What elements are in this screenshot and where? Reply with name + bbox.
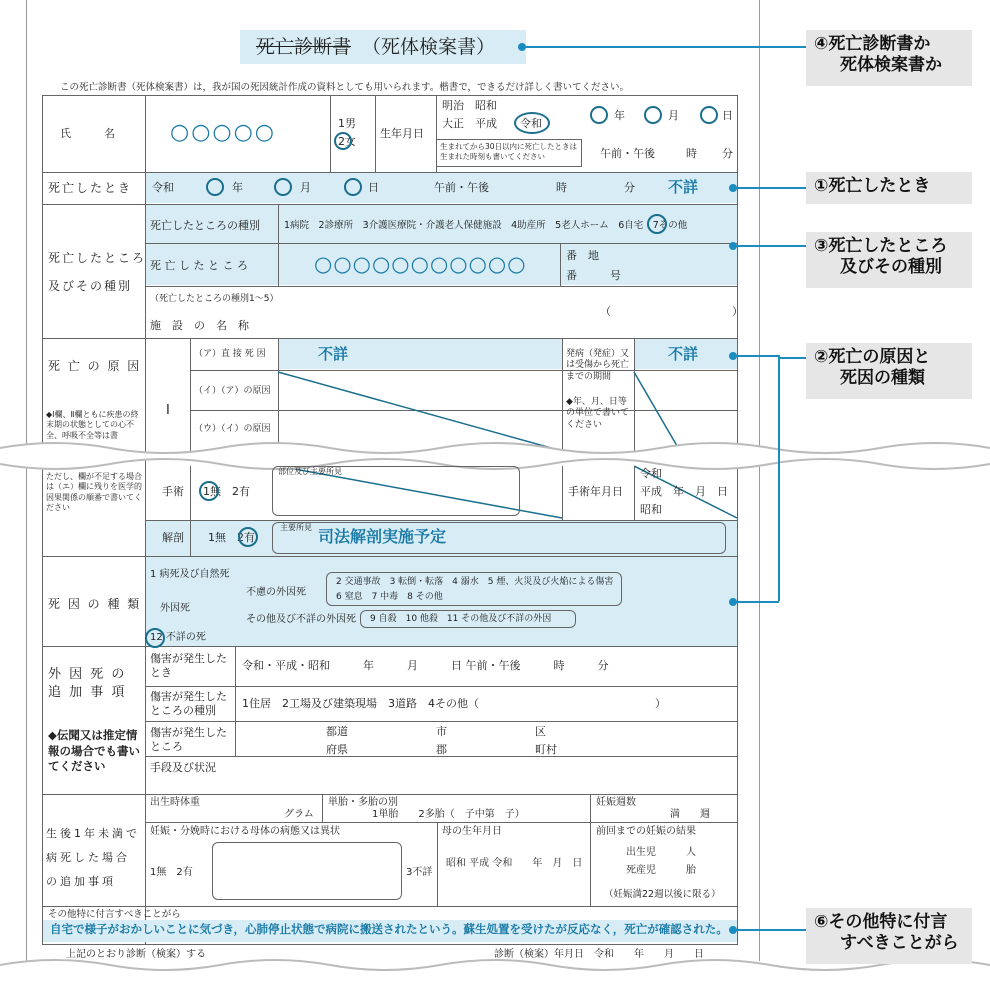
injury-kind-label: 傷害が発生したところの種別 <box>150 690 227 718</box>
infant-prev-note: （妊娠満22週以後に限る） <box>604 889 721 900</box>
facility-label: 施 設 の 名 称 <box>150 319 249 332</box>
infant-label: 生後1年未満で病死した場合の追加事項 <box>46 827 140 889</box>
facility-paren: （ ） <box>600 305 743 318</box>
death-place-label1: 死亡したところ <box>48 251 147 265</box>
callout-3-line2: 及びその種別 <box>840 257 942 278</box>
other-opts: 9 自殺 10 他殺 11 その他及び不詳の外因 <box>370 614 552 624</box>
birth-note: 生まれてから30日以内に死亡したときは生まれた時刻も書いてください <box>440 142 578 161</box>
birth-month: 月 <box>668 109 679 122</box>
name-label: 氏 名 <box>60 127 115 140</box>
title-rest: （死体検案書） <box>362 36 496 58</box>
place-kind-label: 死亡したところの種別 <box>150 219 260 232</box>
infant-mbirth: 母の生年月日 <box>442 826 502 837</box>
death-time-year: 年 <box>232 181 243 194</box>
autopsy-opts: 1無 2有 <box>208 531 255 544</box>
cause-type-accident: 不慮の外因死 <box>246 587 306 598</box>
cause-label: 死 亡 の 原 因 <box>48 359 142 373</box>
footer-right: 診断（検案）年月日 令和 年 月 日 <box>494 949 704 960</box>
death-time-label: 死亡したとき <box>48 181 133 195</box>
birth-year: 年 <box>614 109 625 122</box>
callout-2-line1: ②死亡の原因と <box>814 347 931 367</box>
autopsy-value: 司法解剖実施予定 <box>318 527 447 546</box>
autopsy-label: 解剖 <box>162 531 184 544</box>
birth-eras2: 大正 平成 <box>442 117 497 130</box>
callout-6-line1: ⑥その他特に付言 <box>814 912 948 932</box>
remarks-label: その他特に付言すべきことがら <box>48 909 181 920</box>
death-time-era: 令和 <box>152 181 174 194</box>
cause-note2: ただし、欄が不足する場合は（エ）欄に残りを医学的因果関係の順番で書いてください <box>46 472 142 513</box>
place-kind-note: （死亡したところの種別1〜5） <box>150 294 279 304</box>
infant-full: 満 週 <box>670 809 710 820</box>
callout-6-line2: すべきことがら <box>840 933 959 954</box>
callout-death-time <box>806 172 972 204</box>
place-ban: 番 号 <box>566 269 621 282</box>
intro-text: この死亡診断書（死体検案書）は，我が国の死因統計作成の資料としても用いられます。楷書で，できるだけ詳しく書いてください。 <box>60 82 630 93</box>
cause-type-natural: 1 病死及び自然死 <box>150 569 230 580</box>
surgery-label: 手術 <box>162 485 184 498</box>
injury-place-label: 傷害が発生したところ <box>150 726 227 754</box>
external-label1: 外 因 死 の <box>48 667 127 682</box>
place-banchi: 番 地 <box>566 249 599 262</box>
cause-u: （ウ）（イ）の原因 <box>194 424 271 434</box>
infant-mother: 妊娠・分娩時における母体の病態又は異状 <box>150 826 340 837</box>
cause-type-label: 死 因 の 種 類 <box>48 597 142 611</box>
cause-i: （イ）（ア）の原因 <box>194 386 271 396</box>
injury-place2: 府県 郡 町村 <box>326 743 557 756</box>
cause-type-unknown: 12 不詳の死 <box>150 632 206 643</box>
mother-bracket <box>212 842 402 900</box>
infant-still: 死産児 胎 <box>626 865 696 876</box>
callout-1-line1: ①死亡したとき <box>814 176 931 196</box>
birth-reiwa: 令和 <box>520 117 542 130</box>
death-time-day: 日 <box>368 181 379 194</box>
infant-multi: 単胎・多胎の別 <box>328 797 398 808</box>
death-time-month: 月 <box>300 181 311 194</box>
callout-3-line1: ③死亡したところ <box>814 236 948 256</box>
sex-male: 1男 <box>338 117 356 130</box>
injury-place1: 都道 市 区 <box>326 725 546 738</box>
accident-opts2: 6 窒息 7 中毒 8 その他 <box>336 592 443 602</box>
surgery-era-2: 昭和 <box>640 503 662 516</box>
cause-type-external: 外因死 <box>160 603 190 614</box>
death-time-hour: 時 <box>556 181 567 194</box>
infant-weeks: 妊娠週数 <box>596 797 636 808</box>
surgery-era-1: 平成 年 月 日 <box>640 485 728 498</box>
surgery-circle <box>199 481 219 501</box>
birth-ampm: 午前・午後 <box>600 147 655 160</box>
birth-label: 生年月日 <box>380 127 424 140</box>
external-note: ◆伝聞又は推定情報の場合でも書いてください <box>48 728 140 774</box>
place-kinds: 1病院 2診療所 3介護医療院・介護老人保健施設 4助産所 5老人ホーム 6自宅 7その他 <box>284 220 688 231</box>
infant-mother-opts: 1無 2有 <box>150 867 193 878</box>
cause-value: 不詳 <box>318 345 349 363</box>
name-value: ○○○○○ <box>170 120 276 145</box>
onset-note: ◆年、月、日等の単位で書いてください <box>566 397 630 430</box>
infant-unk: 3不詳 <box>406 867 433 878</box>
autopsy-finding: 主要所見 <box>280 523 312 532</box>
callout-2-line2: 死因の種類 <box>840 368 925 389</box>
birth-day: 日 <box>722 109 733 122</box>
callout-death-place <box>806 232 972 288</box>
callout-4-line2: 死体検案書か <box>840 55 942 76</box>
injury-means: 手段及び状況 <box>150 761 216 774</box>
death-place-label2: 及びその種別 <box>48 279 133 293</box>
onset-label: 発病（発症）又は受傷から死亡までの期間 <box>566 349 630 382</box>
title-struck: 死亡診断書 <box>256 36 352 58</box>
birth-hour: 時 <box>686 147 697 160</box>
infant-meras: 昭和 平成 令和 年 月 日 <box>446 858 583 869</box>
autopsy-circle <box>238 527 258 547</box>
injury-when-value: 令和・平成・昭和 年 月 日 午前・午後 時 分 <box>242 659 609 672</box>
birth-eras1: 明治 昭和 <box>442 99 497 112</box>
injury-kind-value: 1住居 2工場及び建築現場 3道路 4その他（ ） <box>242 697 666 710</box>
place-label: 死 亡 し た と こ ろ <box>150 259 248 272</box>
footer-left: 上記のとおり診断（検案）する <box>66 949 206 960</box>
place-value: ○○○○○○○○○○○ <box>314 252 527 276</box>
cause-type-other: その他及び不詳の外因死 <box>246 614 356 625</box>
death-time-value: 不詳 <box>668 178 699 196</box>
onset-value: 不詳 <box>668 345 699 363</box>
surgery-finding: 部位及び主要所見 <box>278 467 342 476</box>
surgery-opts: 1無 2有 <box>203 485 250 498</box>
infant-gram: グラム <box>284 809 314 820</box>
cause-note1: ◆Ⅰ欄、Ⅱ欄ともに疾患の終末期の状態としての心不全、呼吸不全等は書 <box>46 410 139 440</box>
infant-weight: 出生時体重 <box>150 797 200 808</box>
surgery-era-0: 令和 <box>640 467 662 480</box>
injury-when-label: 傷害が発生したとき <box>150 652 227 680</box>
infant-prev: 前回までの妊娠の結果 <box>596 826 696 837</box>
callout-remarks <box>806 908 972 964</box>
callout-title-type <box>806 30 972 86</box>
cause-roman: Ⅰ <box>166 403 170 418</box>
callout-4-line1: ④死亡診断書か <box>814 34 931 54</box>
death-time-ampm: 午前・午後 <box>434 181 489 194</box>
cause-a: （ア）直 接 死 因 <box>194 349 266 359</box>
sex-female: 2女 <box>338 135 356 148</box>
death-time-min: 分 <box>624 181 635 194</box>
unknown-circle <box>145 628 165 648</box>
infant-multi-opts: 1単胎 2多胎（ 子中第 子） <box>372 809 525 820</box>
birth-min: 分 <box>722 147 733 160</box>
infant-born: 出生児 人 <box>626 847 696 858</box>
surgery-date: 手術年月日 <box>568 485 623 498</box>
callout-cause <box>806 343 972 399</box>
external-label2: 追 加 事 項 <box>48 685 127 700</box>
accident-opts1: 2 交通事故 3 転倒・転落 4 溺水 5 煙、火災及び火焔による傷害 <box>336 577 614 587</box>
remarks-value: 自宅で様子がおかしいことに気づき，心肺停止状態で病院に搬送されたという。蘇生処置を受けたが反応なく，死亡が確認された。 <box>50 922 728 936</box>
